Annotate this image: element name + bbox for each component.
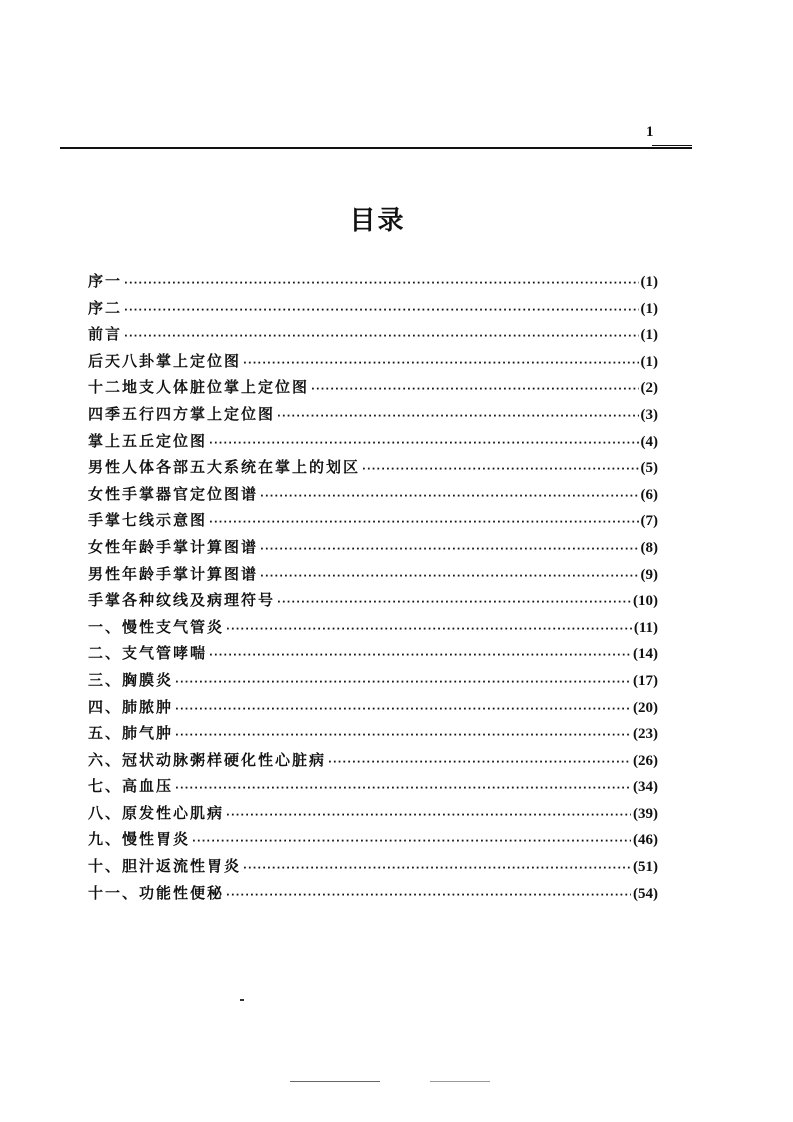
dot-leader bbox=[260, 491, 638, 502]
dot-leader bbox=[277, 597, 631, 608]
header-rule bbox=[60, 147, 692, 149]
dot-leader bbox=[243, 358, 638, 369]
dot-leader bbox=[311, 384, 638, 395]
toc-entry-label: 二、支气管哮喘 bbox=[88, 644, 208, 663]
toc-entry bbox=[88, 642, 658, 669]
dot-leader bbox=[175, 704, 631, 715]
toc-entry-label: 十、胆汁返流性胃炎 bbox=[88, 857, 242, 876]
toc-entry-label: 七、高血压 bbox=[88, 777, 174, 796]
toc-entry-label: 四季五行四方掌上定位图 bbox=[88, 404, 276, 423]
dot-leader bbox=[209, 650, 631, 661]
toc-entry-page: (1) bbox=[640, 274, 658, 290]
toc-entry bbox=[88, 855, 658, 882]
dot-leader bbox=[260, 544, 638, 555]
dot-leader bbox=[260, 571, 638, 582]
toc-entry bbox=[88, 775, 658, 802]
toc-entry-page: (51) bbox=[633, 859, 658, 876]
dot-leader bbox=[124, 278, 638, 289]
toc-entry-page: (8) bbox=[640, 539, 658, 556]
toc-entry bbox=[88, 749, 658, 776]
toc-entry-page: (11) bbox=[633, 619, 658, 636]
toc-entry-page: (17) bbox=[633, 672, 658, 689]
toc-entry bbox=[88, 589, 658, 616]
dot-leader bbox=[209, 438, 638, 449]
dot-leader bbox=[362, 464, 638, 475]
toc-entry-page: (5) bbox=[640, 460, 658, 477]
dot-leader bbox=[192, 836, 631, 847]
toc-entry bbox=[88, 270, 658, 297]
toc-entry bbox=[88, 323, 658, 350]
toc-entry bbox=[88, 430, 658, 457]
toc-entry bbox=[88, 483, 658, 510]
toc-entry bbox=[88, 563, 658, 590]
toc-entry bbox=[88, 669, 658, 696]
toc-entry-label: 序一 bbox=[88, 272, 123, 290]
toc-entry-page: (14) bbox=[633, 646, 658, 663]
toc-entry-page: (34) bbox=[633, 779, 658, 796]
toc-entry-label: 十二地支人体脏位掌上定位图 bbox=[88, 378, 310, 397]
dot-leader bbox=[175, 677, 631, 688]
toc-entry-page: (3) bbox=[640, 406, 658, 423]
toc-entry-label: 手掌各种纹线及病理符号 bbox=[88, 591, 276, 610]
toc-entry-label: 一、慢性支气管炎 bbox=[88, 617, 225, 636]
dot-leader bbox=[328, 757, 631, 768]
toc-entry-page: (1) bbox=[640, 327, 658, 344]
dot-leader bbox=[226, 890, 631, 901]
scan-speck bbox=[290, 1081, 380, 1082]
toc-entry-label: 五、肺气肿 bbox=[88, 724, 174, 743]
dot-leader bbox=[209, 517, 638, 528]
dot-leader bbox=[175, 783, 631, 794]
dot-leader bbox=[277, 411, 638, 422]
toc-entry-label: 三、胸膜炎 bbox=[88, 670, 174, 689]
toc-entry-page: (46) bbox=[633, 832, 658, 849]
toc-entry-page: (39) bbox=[633, 805, 658, 822]
toc-entry bbox=[88, 297, 658, 324]
dot-leader bbox=[124, 331, 638, 342]
toc-entry-page: (4) bbox=[640, 433, 658, 450]
scan-speck bbox=[240, 999, 244, 1001]
toc-entry-page: (9) bbox=[640, 566, 658, 583]
toc-entry bbox=[88, 456, 658, 483]
toc-entry bbox=[88, 828, 658, 855]
toc-entry-label: 女性手掌器官定位图谱 bbox=[88, 484, 259, 503]
toc-entry bbox=[88, 696, 658, 723]
toc-entry-page: (20) bbox=[633, 699, 658, 716]
toc-entry-label: 四、肺脓肿 bbox=[88, 697, 174, 716]
toc-entry-label: 掌上五丘定位图 bbox=[88, 431, 208, 450]
toc-entry-label: 六、冠状动脉粥样硬化性心脏病 bbox=[88, 750, 327, 769]
page-number: 1 bbox=[646, 124, 654, 140]
toc-entry-label: 女性年龄手掌计算图谱 bbox=[88, 537, 259, 556]
toc-entry-label: 八、原发性心肌病 bbox=[88, 803, 225, 822]
toc-entry bbox=[88, 509, 658, 536]
toc-entry-label: 后天八卦掌上定位图 bbox=[88, 351, 242, 370]
toc-entry bbox=[88, 802, 658, 829]
header-rule-short bbox=[652, 145, 692, 146]
toc-entry-label: 序二 bbox=[88, 298, 123, 317]
page-title: 目录 bbox=[349, 206, 406, 236]
toc-entry-page: (1) bbox=[640, 300, 658, 317]
toc-entry bbox=[88, 403, 658, 430]
toc-entry bbox=[88, 882, 658, 909]
toc-entry-page: (23) bbox=[633, 726, 658, 743]
toc-entry bbox=[88, 376, 658, 403]
toc-entry-page: (2) bbox=[640, 380, 658, 397]
toc-entry-label: 男性人体各部五大系统在掌上的划区 bbox=[88, 458, 361, 477]
toc-entry-page: (10) bbox=[633, 593, 658, 610]
dot-leader bbox=[124, 305, 638, 316]
toc-entry-page: (6) bbox=[640, 486, 658, 503]
toc-entry bbox=[88, 536, 658, 563]
dot-leader bbox=[243, 863, 631, 874]
scan-speck bbox=[430, 1081, 490, 1082]
toc-entry-label: 九、慢性胃炎 bbox=[88, 830, 191, 849]
toc-entry bbox=[88, 350, 658, 377]
toc-entry bbox=[88, 722, 658, 749]
dot-leader bbox=[226, 810, 631, 821]
toc-entry-label: 男性年龄手掌计算图谱 bbox=[88, 564, 259, 583]
toc-entry-label: 手掌七线示意图 bbox=[88, 511, 208, 530]
table-of-contents bbox=[88, 270, 658, 908]
dot-leader bbox=[175, 730, 631, 741]
toc-entry-page: (54) bbox=[633, 885, 658, 902]
toc-entry-page: (7) bbox=[640, 513, 658, 530]
toc-entry-label: 前言 bbox=[88, 325, 123, 344]
toc-entry-page: (26) bbox=[633, 752, 658, 769]
toc-entry-label: 十一、功能性便秘 bbox=[88, 883, 225, 902]
toc-entry-page: (1) bbox=[640, 353, 658, 370]
dot-leader bbox=[226, 624, 632, 635]
toc-entry bbox=[88, 616, 658, 643]
